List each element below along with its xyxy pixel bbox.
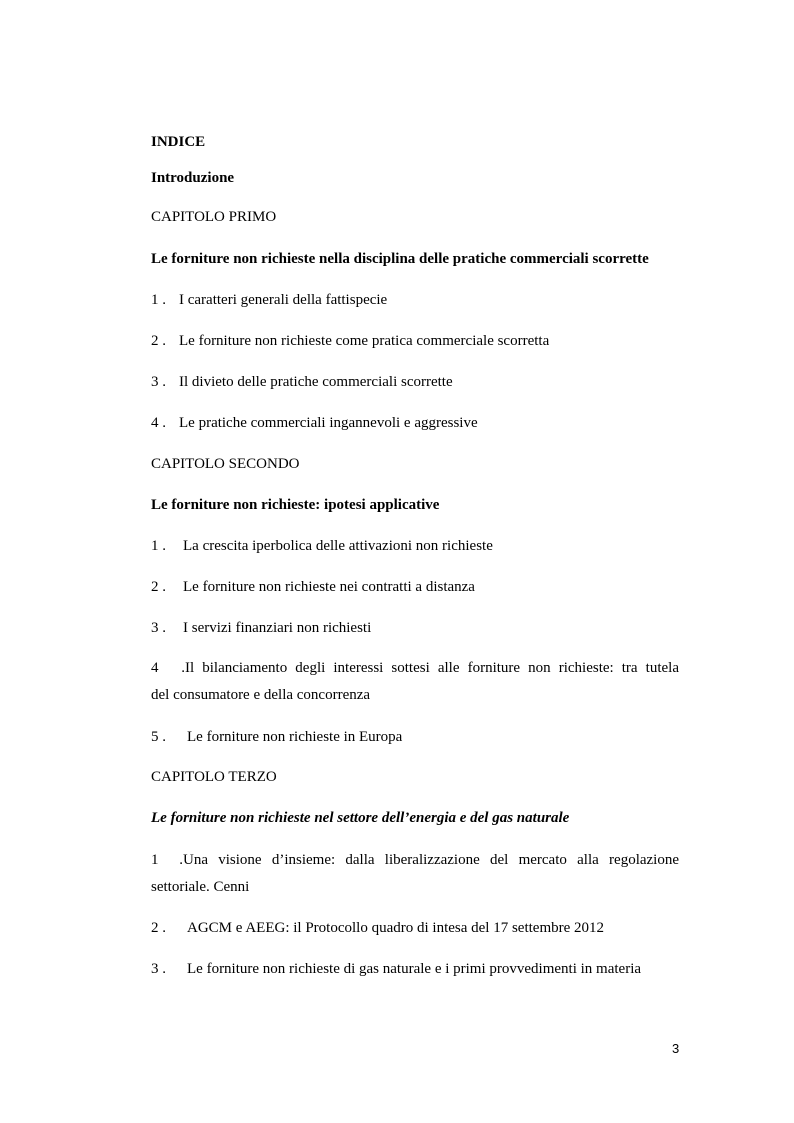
toc-entry-continuation: del consumatore e della concorrenza <box>151 687 371 703</box>
toc-entry-number: 3 . <box>151 961 166 977</box>
toc-entry-number: 2 . <box>151 579 166 595</box>
index-heading: INDICE <box>151 134 206 150</box>
toc-entry <box>151 373 453 391</box>
toc-entry-text: I servizi finanziari non richiesti <box>183 620 372 636</box>
chapter-2-title: Le forniture non richieste: ipotesi applicative <box>151 497 440 513</box>
toc-entry-text: Le forniture non richieste come pratica commerciale scorretta <box>179 333 550 349</box>
toc-entry-number: 1 . <box>151 292 166 308</box>
toc-entry <box>151 960 641 978</box>
toc-entry <box>151 919 604 937</box>
toc-entry <box>151 537 493 555</box>
toc-entry-number: 2 . <box>151 333 166 349</box>
chapter-1-title: Le forniture non richieste nella disciplina delle pratiche commerciali scorrette <box>151 251 649 267</box>
toc-entry-text: Il bilanciamento degli interessi sottesi alle forniture non richieste: tra tutela <box>185 660 679 676</box>
toc-entry <box>151 728 402 746</box>
toc-entry-number: 5 . <box>151 729 166 745</box>
toc-entry <box>151 851 679 869</box>
chapter-1-label: CAPITOLO PRIMO <box>151 209 277 225</box>
toc-entry <box>151 332 549 350</box>
toc-entry-number: 1 . <box>151 538 166 554</box>
toc-entry-text: Le forniture non richieste nei contratti a distanza <box>183 579 475 595</box>
toc-entry-text: AGCM e AEEG: il Protocollo quadro di intesa del 17 settembre 2012 <box>187 920 605 936</box>
toc-entry-number: 3 . <box>151 620 166 636</box>
toc-entry-number: 4 . <box>151 415 166 431</box>
toc-entry <box>151 619 371 637</box>
toc-entry-text: Le pratiche commerciali ingannevoli e aggressive <box>179 415 478 431</box>
toc-entry-text: Le forniture non richieste in Europa <box>187 729 403 745</box>
toc-entry-number: 1 . <box>151 852 183 868</box>
toc-entry <box>151 659 679 677</box>
toc-entry-text: Il divieto delle pratiche commerciali scorrette <box>179 374 453 390</box>
page-number: 3 <box>672 1041 680 1056</box>
chapter-3-label: CAPITOLO TERZO <box>151 769 277 785</box>
toc-entry-text: La crescita iperbolica delle attivazioni non richieste <box>183 538 493 554</box>
toc-entry-continuation: settoriale. Cenni <box>151 879 250 895</box>
chapter-3-title: Le forniture non richieste nel settore dell’energia e del gas naturale <box>151 810 570 826</box>
toc-entry-text: I caratteri generali della fattispecie <box>179 292 388 308</box>
toc-entry <box>151 578 475 596</box>
toc-entry-number: 2 . <box>151 920 166 936</box>
toc-entry-number: 4 . <box>151 660 185 676</box>
toc-entry-text: Le forniture non richieste di gas naturale e i primi provvedimenti in materia <box>187 961 642 977</box>
toc-entry-number: 3 . <box>151 374 166 390</box>
toc-entry <box>151 414 478 432</box>
chapter-2-label: CAPITOLO SECONDO <box>151 456 300 472</box>
introduction-entry: Introduzione <box>151 170 235 186</box>
toc-entry <box>151 291 387 309</box>
toc-entry-text: Una visione d’insieme: dalla liberalizzazione del mercato alla regolazione <box>183 852 679 868</box>
